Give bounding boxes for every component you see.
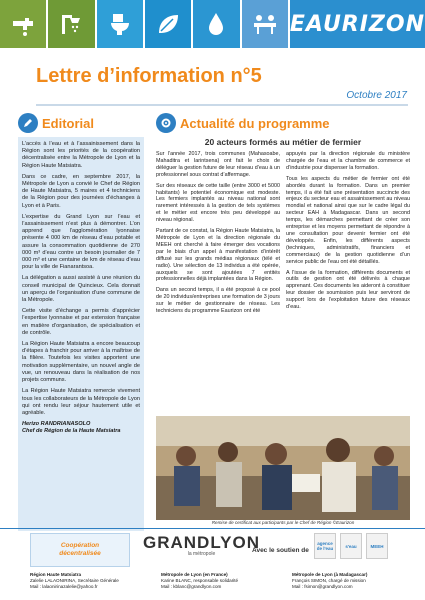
article-paragraph: Sur l’année 2017, trois communes (Mahasoabe, Mahaditra et Iarintsena) ont fait le choix de déléguer la gestion future de leur réseau d’eau à un professionnel sous contrat d’affermage. <box>156 151 280 178</box>
editorial-heading: Editorial <box>42 115 95 131</box>
article-subheading: 20 acteurs formés au métier de fermier <box>204 137 362 147</box>
article-paragraph: Partant de ce constat, la Région Haute Matsiatra, la Métropole de Lyon et la direction régionale du MEEH ont cherché à faire émerger des vocations par le biais d’un appel à manifestation d’intérêt diffusé sur les grands médias régionaux (télé et radio). Une sélection de 13 individus a été opérée, auxquels se sont ajoutées 7 entités professionnelles déjà implantées dans la Région. <box>156 228 280 283</box>
article-section <box>156 113 410 319</box>
photo-caption: Remise de certificat aux participants par le Chef de Région ©Eaurizon <box>211 520 355 525</box>
article-column-right <box>286 151 410 319</box>
certificate-photo <box>156 416 410 520</box>
editorial-body <box>18 137 144 531</box>
editorial-paragraph: La délégation a aussi assisté à une réunion du conseil municipal de Quincieux. Cela donnait un aperçu de l’organisation d’une commune de la Métropole. <box>22 275 140 304</box>
contact-metropole-france <box>161 572 279 590</box>
coop-line-2: décentralisée <box>59 550 101 557</box>
editorial-header <box>18 113 144 133</box>
logo-text: EAURIZON <box>289 11 425 37</box>
partner-logos <box>314 533 388 559</box>
editorial-section <box>18 113 144 531</box>
newsletter-title: Lettre d’information n°5 <box>36 65 262 87</box>
drop-icon <box>193 0 239 48</box>
article-header <box>156 113 410 133</box>
grandlyon-sub: la métropole <box>187 551 216 557</box>
contact-person: Karine BLANC, responsable solidarité <box>161 578 239 583</box>
pen-icon <box>18 113 38 133</box>
contact-mail[interactable]: Mail : kblanc@grandlyon.com <box>161 584 222 589</box>
editorial-paragraph: Cette visite d’échange a permis d’apprécier l’expertise lyonnaise et par extension française en matière d’organisation, de spécialisation et de contrôle. <box>22 308 140 336</box>
article-paragraph: Sur des réseaux de cette taille (entre 3000 et 5000 habitants) le potentiel économique est modeste. Les fermiers implantés au niveau national sont rarement intéressés à la gestion de tels systèmes et le métier est encore très peu développé au niveau régional. <box>156 182 280 224</box>
contact-mail[interactable]: Mail : lalaonirinazalelie@yahoo.fr <box>30 584 98 589</box>
editorial-paragraph: L’expertise du Grand Lyon sur l’eau et l’assainissement n’est plus à démontrer. L’on apprend que l’agglomération lyonnaise présente 4 000 km de réseau d’eau potable et assure la consommation quotidienne de 270 000 m³ d’eau contre un besoin journalier de 7 000 m³ et une centaine de km de réseau d’eau pour la ville de Fianarantsoa. <box>22 213 140 271</box>
eaurizon-logo <box>290 0 425 48</box>
coop-line-1: Coopération <box>60 542 100 549</box>
article-paragraph: appuyés par la direction régionale du ministère chargée de l’eau et la chambre de commerce et d’industrie pour dispenser la formation. <box>286 151 410 171</box>
signature-title: Chef de Région de la Haute Matsiatra <box>22 428 121 435</box>
meeh-logo: MEEH <box>366 533 388 559</box>
faucet-icon <box>0 0 46 48</box>
toilet-icon <box>97 0 143 48</box>
editorial-paragraph: Dans ce cadre, en septembre 2017, la Métropole de Lyon a convié le Chef de Région de Haute Matsiatra, 5 maires et 4 techniciens de la Région pour des journées d’échanges à Lyon et à Paris. <box>22 173 140 209</box>
article-paragraph: Dans un second temps, il a été proposé à ce pool de 20 individus/entreprises une formation de 3 jours sur le métier de gestionnaire de réseau. Les techniciens du programme Eaurizon ont été <box>156 287 280 315</box>
article-paragraph: Tous les aspects du métier de fermier ont été abordés durant la formation. Dans un premier temps, il a été fait une présentation succincte des enjeux du secteur eau et assainissement au niveau mondial et national ainsi que sur le cadre légal du secteur EAH à Madagascar. Dans un second temps, les démarches permettant de créer son entreprise et les moyens permettant de répondre à une consultation pour devenir fermier ont été développés. Enfin, les différents aspects (techniques, administratifs, financiers et commerciaux) de la gestion quotidienne d’un service public de l’eau ont été détaillés. <box>286 175 410 265</box>
editorial-paragraph: La Région Haute Matsiatra remercie vivement tous les collaborateurs de la Métropole de Lyon qui ont rendu leur séjour hautement utile et agréable. <box>22 388 140 416</box>
gear-icon <box>156 113 176 133</box>
contact-org: Région Haute Matsiatra <box>30 572 82 577</box>
seaux-logo: s'eau <box>340 533 362 559</box>
contacts <box>30 572 410 590</box>
contact-person: François SIMON, chargé de mission <box>292 578 366 583</box>
contact-org: Métropole de Lyon (à Madagascar) <box>292 572 368 577</box>
article-column-left <box>156 151 280 319</box>
header-banner <box>0 0 425 48</box>
contact-org: Métropole de Lyon (en France) <box>161 572 228 577</box>
grandlyon-logo <box>143 533 260 557</box>
meeting-icon <box>242 0 288 48</box>
editorial-paragraph: La Région Haute Matsiatra a encore beaucoup d’étapes à franchir pour arriver à la maîtrise de la filière. Toutefois les visites apportent une motivation supplémentaire, un nouvel angle de vue, un renouveau dans la réalisation de nos projets communs. <box>22 341 140 384</box>
article-columns <box>156 151 410 319</box>
signature-name: Herizo RANDRIANASOLO <box>22 421 91 428</box>
grandlyon-name: GRANDLYON <box>143 533 260 552</box>
contact-mail[interactable]: Mail : fsimon@grandlyon.com <box>292 584 353 589</box>
divider <box>36 104 408 106</box>
shower-icon <box>48 0 94 48</box>
agence-eau-logo: agence de l'eau <box>314 533 336 559</box>
article-paragraph: A l’issue de la formation, différents documents et outils de gestion ont été délivrés à chaque apprenant. Ces documents les aideront à constituer leur dossier de soumission puis leur serviront de support lors de l’exploitation future des réseaux d’eau. <box>286 269 410 311</box>
contact-region <box>30 572 148 590</box>
contact-person: Zalelie LALAONIRINA, Secrétaire Générale <box>30 578 119 583</box>
editorial-paragraph: L’accès à l’eau et à l’assainissement dans la Région sont les priorités de la coopération décentralisée entre la Métropole de Lyon et la Région Haute Matsiatra. <box>22 141 140 169</box>
contact-metropole-madagascar <box>292 572 410 590</box>
issue-date: Octobre 2017 <box>346 90 407 101</box>
cooperation-badge <box>30 533 130 567</box>
footer <box>0 528 425 600</box>
support-label: Avec le soutien de <box>252 547 309 554</box>
article-heading: Actualité du programme <box>180 115 330 131</box>
leaf-icon <box>145 0 191 48</box>
